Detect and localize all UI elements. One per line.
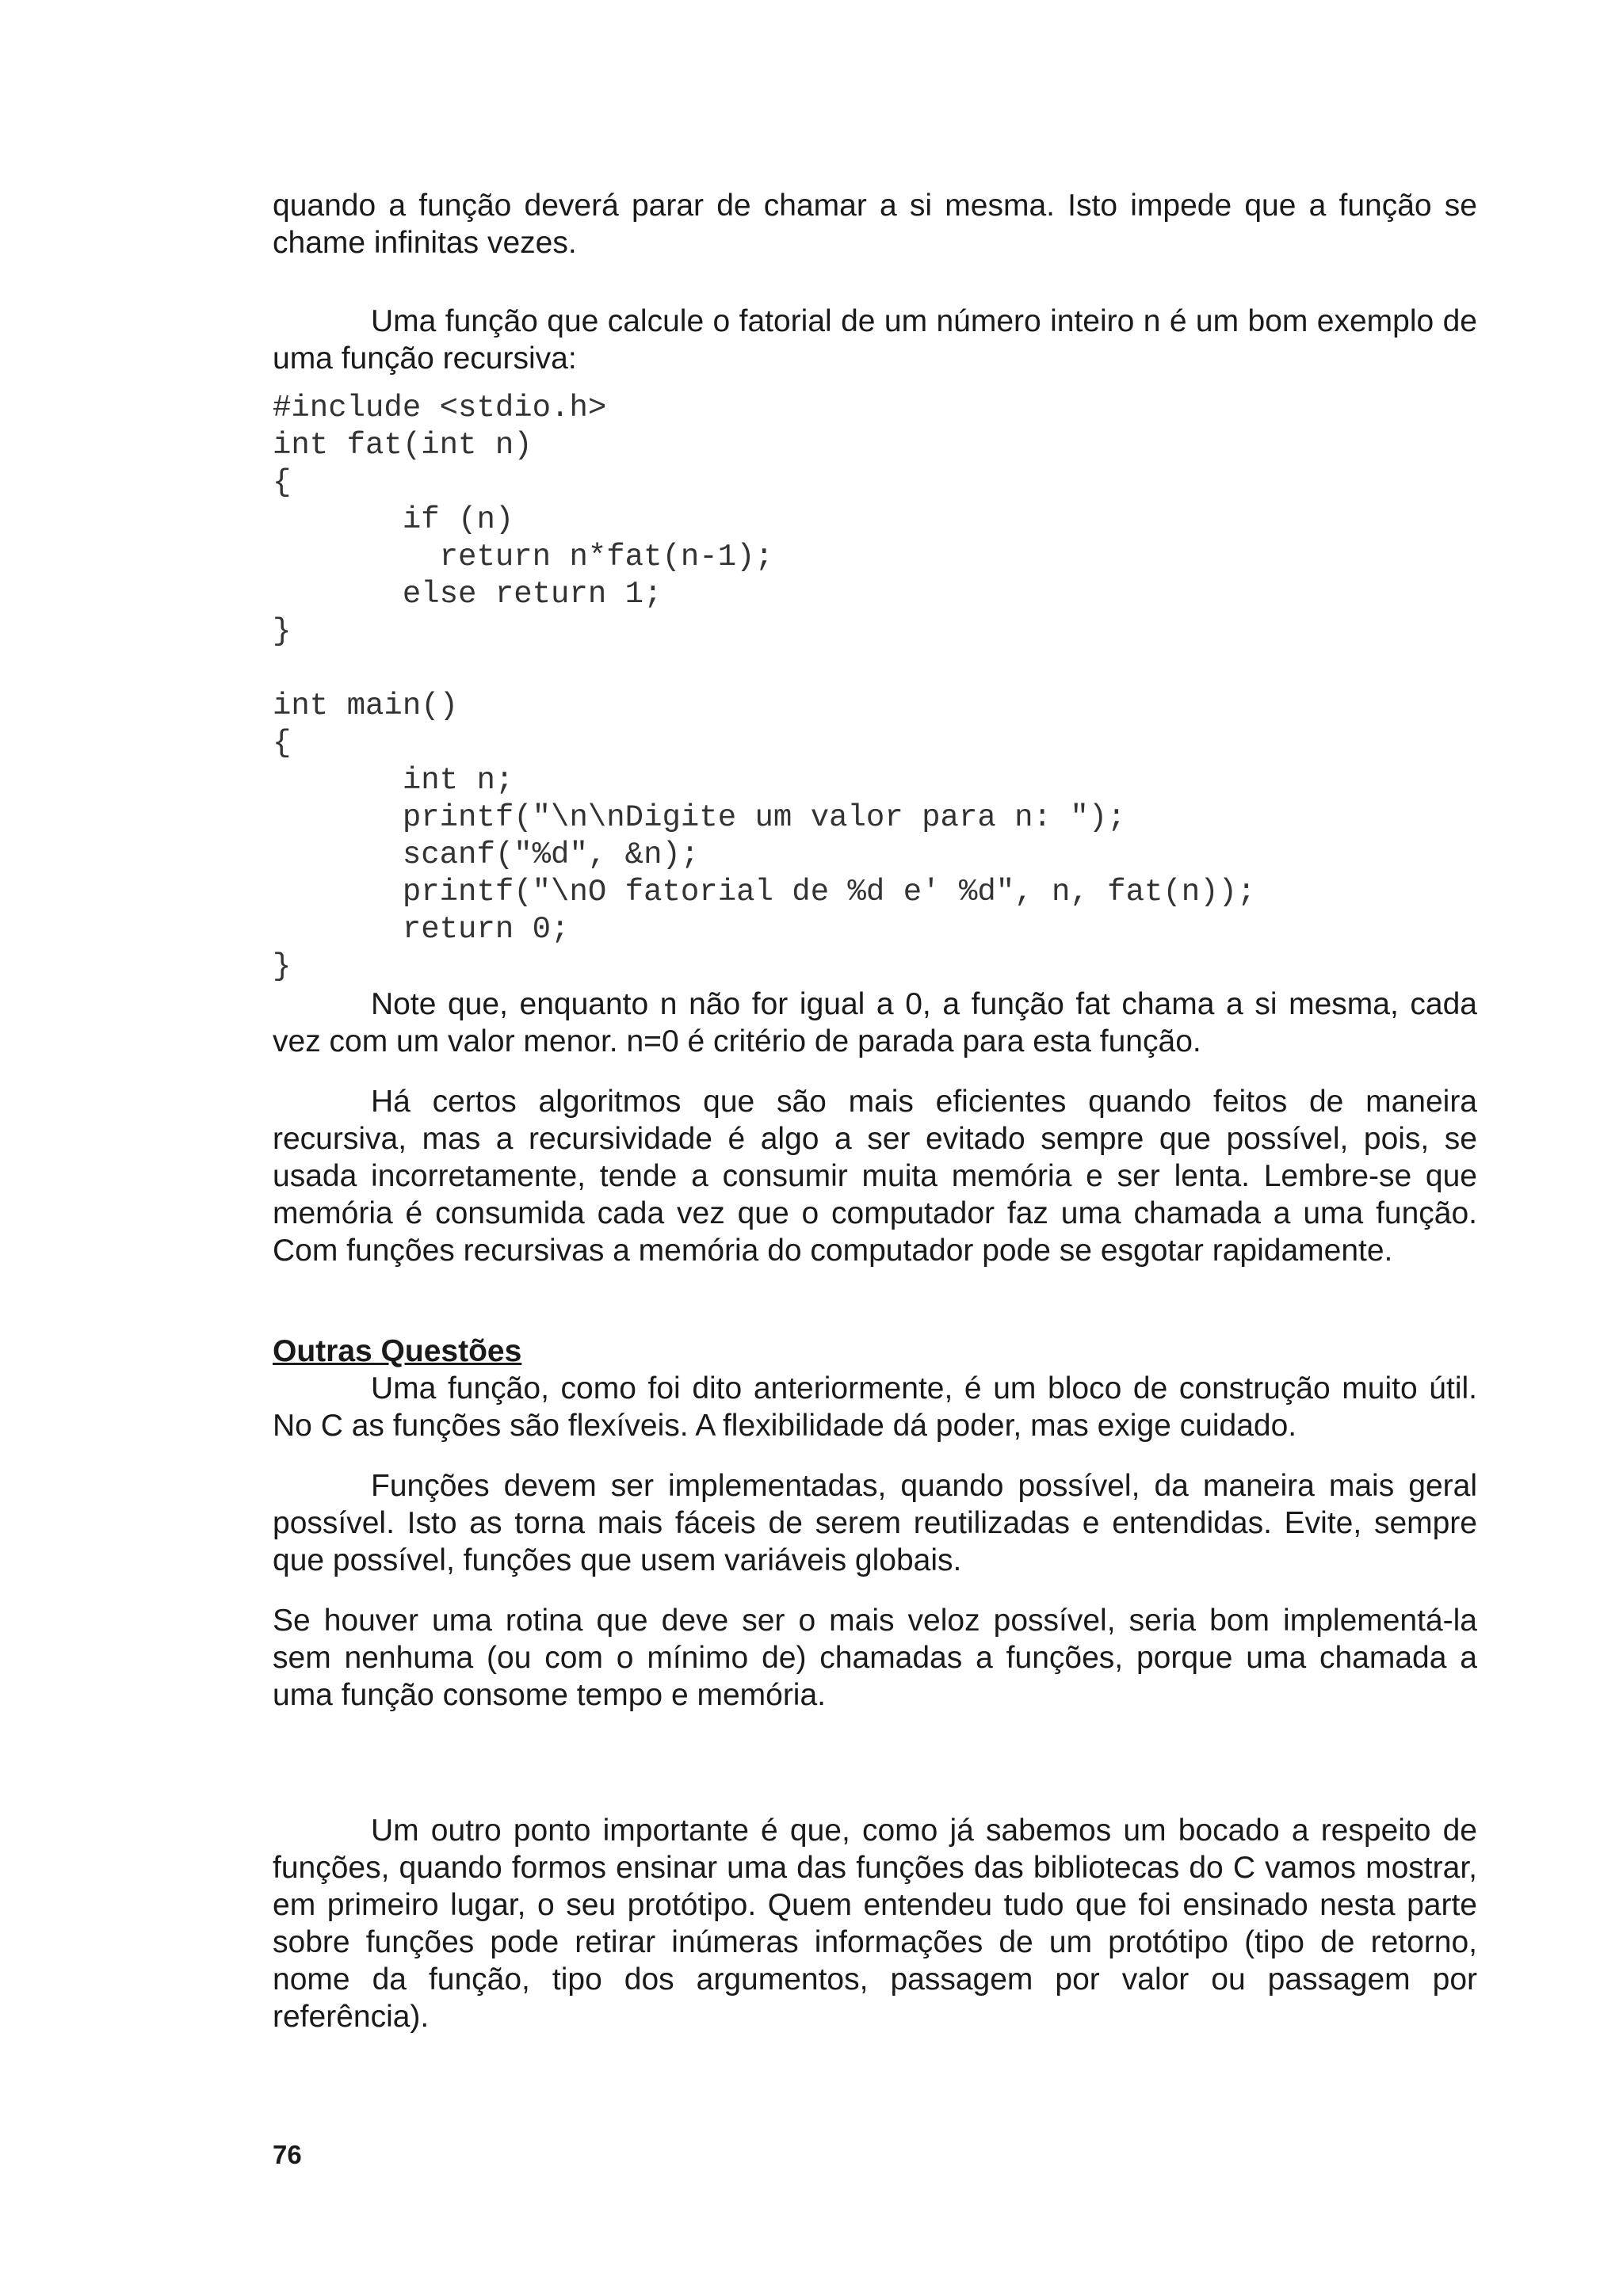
paragraph-fast-routine: Se houver uma rotina que deve ser o mais veloz possível, seria bom implementá-la sem nenhuma (ou com o mínimo de) chamadas a funções, porque uma chamada a uma função consome tempo e memória.: [273, 1604, 1477, 1712]
paragraph-general-functions: Funções devem ser implementadas, quando possível, da maneira mais geral possível. Isto as torna mais fáceis de serem reutilizadas e entendidas. Evite, sempre que possível, funções que usem variáveis globais.: [273, 1469, 1477, 1577]
paragraph-recursion-efficiency: Há certos algoritmos que são mais eficientes quando feitos de maneira recursiva, mas a recursividade é algo a ser evitado sempre que possível, pois, se usada incorretamente, tende a consumir muita memória e ser lenta. Lembre-se que memória é consumida cada vez que o computador faz uma chamada a uma função. Com funções recursivas a memória do computador pode se esgotar rapidamente.: [273, 1085, 1477, 1268]
page-number: 76: [273, 2140, 302, 2169]
paragraph-factorial-intro: Uma função que calcule o fatorial de um número inteiro n é um bom exemplo de uma função recursiva:: [273, 304, 1477, 376]
paragraph-function-building-block: Uma função, como foi dito anteriormente, é um bloco de construção muito útil. No C as funções são flexíveis. A flexibilidade dá poder, mas exige cuidado.: [273, 1371, 1477, 1443]
paragraph-prototypes: Um outro ponto importante é que, como já sabemos um bocado a respeito de funções, quando formos ensinar uma das funções das bibliotecas do C vamos mostrar, em primeiro lugar, o seu protótipo. Quem entendeu tudo que foi ensinado nesta parte sobre funções pode retirar inúmeras informações de um protótipo (tipo de retorno, nome da função, tipo dos argumentos, passagem por valor ou passagem por referência).: [273, 1814, 1477, 2034]
section-heading-outras-questoes: Outras Questões: [273, 1334, 522, 1368]
paragraph-intro-continuation: quando a função deverá parar de chamar a si mesma. Isto impede que a função se chame infinitas vezes.: [273, 189, 1477, 260]
code-block-factorial: #include <stdio.h> int fat(int n) { if (n) return n*fat(n-1); else return 1; } int main() { int n; printf("\n\nDigite um valor para n: "); scanf("%d", &n); printf("\nO fatorial de %d e' %d", n, fat(n)); return 0; }: [273, 391, 1256, 984]
page-content: [273, 187, 1477, 2035]
paragraph-note-stop-criterion: Note que, enquanto n não for igual a 0, a função fat chama a si mesma, cada vez com um valor menor. n=0 é critério de parada para esta função.: [273, 987, 1477, 1058]
